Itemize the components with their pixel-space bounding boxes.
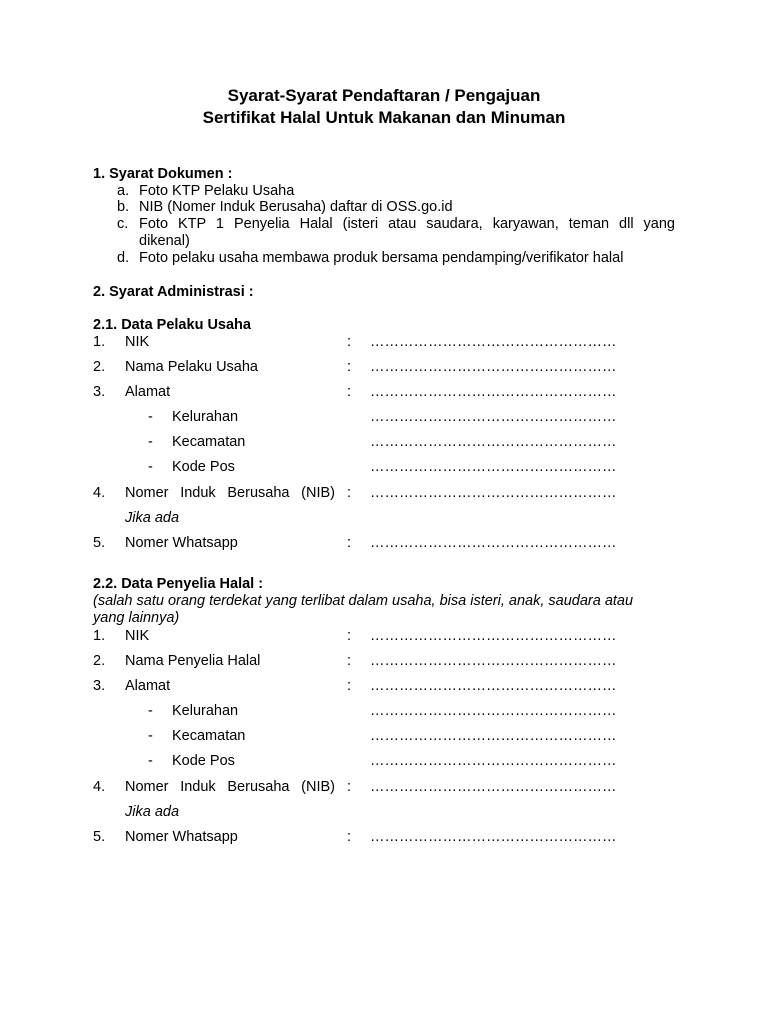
s22-sub-dash: - [148, 728, 153, 744]
s22-field-label: Alamat [125, 678, 171, 694]
s21-field-colon: : [347, 334, 352, 350]
s22-field-label: Nomer Induk Berusaha (NIB) [125, 779, 335, 795]
s22-sub-label: Kecamatan [172, 728, 246, 744]
section1-item-b-text: NIB (Nomer Induk Berusaha) daftar di OSS.go.id [139, 199, 453, 215]
s22-field-colon: : [347, 653, 352, 669]
section1-item-b-marker: b. [117, 199, 130, 215]
section1-item-c-text: Foto KTP 1 Penyelia Halal (isteri atau saudara, karyawan, teman dll yang [139, 216, 675, 232]
section1-heading: 1. Syarat Dokumen : [93, 166, 233, 182]
s21-sub-label: Kode Pos [172, 459, 235, 475]
s22-kelurahan-blank[interactable]: …………………………………………… [370, 703, 617, 719]
section22-note-line-2: yang lainnya) [93, 610, 180, 626]
s22-field-num: 5. [93, 829, 106, 845]
s22-field-colon: : [347, 779, 352, 795]
s21-nib-blank[interactable]: …………………………………………… [370, 485, 617, 501]
s21-sub-dash: - [148, 434, 153, 450]
title-line-1: Syarat-Syarat Pendaftaran / Pengajuan [227, 86, 541, 105]
s22-sub-label: Kode Pos [172, 753, 235, 769]
s21-sub-dash: - [148, 409, 153, 425]
s22-field-label: Nama Penyelia Halal [125, 653, 261, 669]
s21-field-colon: : [347, 384, 352, 400]
title-line-2: Sertifikat Halal Untuk Makanan dan Minuman [202, 108, 566, 127]
s22-field-num: 1. [93, 628, 106, 644]
section1-item-a-marker: a. [117, 183, 130, 199]
section22-heading: 2.2. Data Penyelia Halal : [93, 576, 264, 592]
s22-field-colon: : [347, 678, 352, 694]
s22-nib-note: Jika ada [125, 804, 180, 820]
s22-sub-dash: - [148, 753, 153, 769]
s22-sub-label: Kelurahan [172, 703, 239, 719]
s22-field-num: 4. [93, 779, 106, 795]
s21-nib-note: Jika ada [125, 510, 180, 526]
section22-note-line-1: (salah satu orang terdekat yang terlibat dalam usaha, bisa isteri, anak, saudara atau [93, 593, 634, 609]
s21-field-label: Nama Pelaku Usaha [125, 359, 258, 375]
s22-field-num: 3. [93, 678, 106, 694]
s21-field-num: 4. [93, 485, 106, 501]
s21-whatsapp-blank[interactable]: …………………………………………… [370, 535, 617, 551]
s22-field-colon: : [347, 829, 352, 845]
s22-field-num: 2. [93, 653, 106, 669]
s22-field-label: NIK [125, 628, 150, 644]
section1-item-c-continuation: dikenal) [139, 233, 190, 249]
s21-kelurahan-blank[interactable]: …………………………………………… [370, 409, 617, 425]
s21-field-num: 2. [93, 359, 106, 375]
s21-nama-blank[interactable]: …………………………………………… [370, 359, 617, 375]
s22-field-label: Nomer Whatsapp [125, 829, 238, 845]
s21-sub-label: Kelurahan [172, 409, 239, 425]
s21-field-label: NIK [125, 334, 150, 350]
s21-field-num: 3. [93, 384, 106, 400]
s21-field-num: 5. [93, 535, 106, 551]
s21-field-label: Alamat [125, 384, 171, 400]
section1-item-d-text: Foto pelaku usaha membawa produk bersama pendamping/verifikator halal [139, 250, 624, 266]
s21-field-colon: : [347, 359, 352, 375]
section1-item-a-text: Foto KTP Pelaku Usaha [139, 183, 295, 199]
section21-heading: 2.1. Data Pelaku Usaha [93, 317, 251, 333]
s21-nik-blank[interactable]: …………………………………………… [370, 334, 617, 350]
s21-sub-label: Kecamatan [172, 434, 246, 450]
s22-nik-blank[interactable]: …………………………………………… [370, 628, 617, 644]
s22-nib-blank[interactable]: …………………………………………… [370, 779, 617, 795]
s22-field-colon: : [347, 628, 352, 644]
s21-alamat-blank[interactable]: …………………………………………… [370, 384, 617, 400]
s21-sub-dash: - [148, 459, 153, 475]
s21-field-num: 1. [93, 334, 106, 350]
section1-item-c-marker: c. [117, 216, 129, 232]
s22-whatsapp-blank[interactable]: …………………………………………… [370, 829, 617, 845]
s22-alamat-blank[interactable]: …………………………………………… [370, 678, 617, 694]
s21-field-label: Nomer Whatsapp [125, 535, 238, 551]
s22-nama-blank[interactable]: …………………………………………… [370, 653, 617, 669]
section1-item-d-marker: d. [117, 250, 130, 266]
s21-field-label: Nomer Induk Berusaha (NIB) [125, 485, 335, 501]
section2-heading: 2. Syarat Administrasi : [93, 284, 254, 300]
s22-kodepos-blank[interactable]: …………………………………………… [370, 753, 617, 769]
s21-field-colon: : [347, 535, 352, 551]
s21-field-colon: : [347, 485, 352, 501]
s22-kecamatan-blank[interactable]: …………………………………………… [370, 728, 617, 744]
s21-kecamatan-blank[interactable]: …………………………………………… [370, 434, 617, 450]
s22-sub-dash: - [148, 703, 153, 719]
s21-kodepos-blank[interactable]: …………………………………………… [370, 459, 617, 475]
